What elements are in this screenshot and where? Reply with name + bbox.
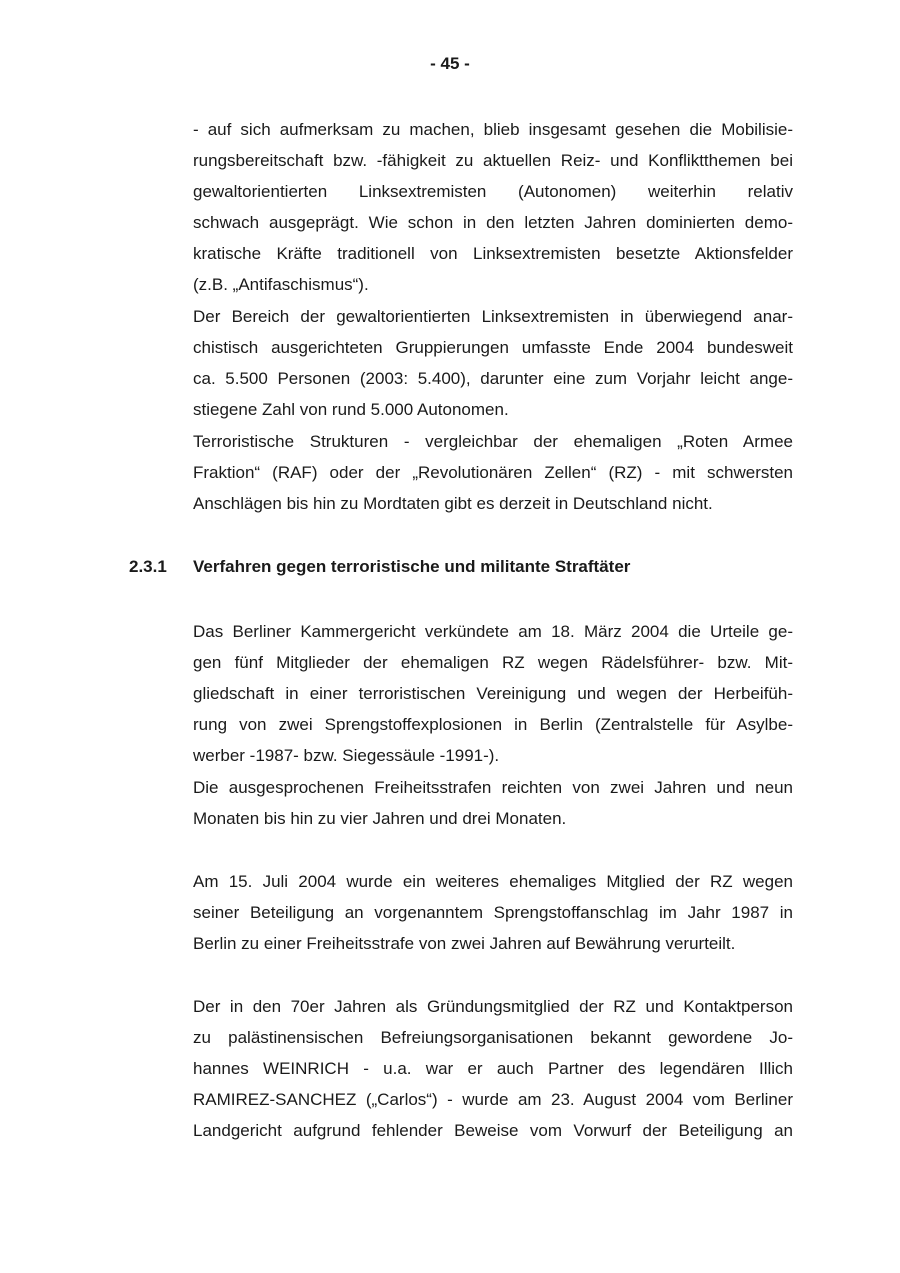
body-text-line: Die ausgesprochenen Freiheitsstrafen reichten von zwei Jahren und neun (193, 778, 793, 797)
body-text-line: hannes WEINRICH - u.a. war er auch Partner des legendären Illich (193, 1059, 793, 1078)
body-text-line: Landgericht aufgrund fehlender Beweise vom Vorwurf der Beteiligung an (193, 1121, 793, 1140)
body-text-line: Fraktion“ (RAF) oder der „Revolutionären Zellen“ (RZ) - mit schwersten (193, 463, 793, 482)
body-text-line: Berlin zu einer Freiheitsstrafe von zwei Jahren auf Bewährung verurteilt. (193, 934, 736, 953)
body-text-line: zu palästinensischen Befreiungsorganisationen bekannt gewordene Jo- (193, 1028, 793, 1047)
body-text-line: stiegene Zahl von rund 5.000 Autonomen. (193, 400, 509, 419)
body-text-line: kratische Kräfte traditionell von Linksextremisten besetzte Aktionsfelder (193, 244, 793, 263)
body-text-line: werber -1987- bzw. Siegessäule -1991-). (193, 746, 500, 765)
body-text-line: seiner Beteiligung an vorgenanntem Sprengstoffanschlag im Jahr 1987 in (193, 903, 793, 922)
body-text-line: rungsbereitschaft bzw. -fähigkeit zu aktuellen Reiz- und Konfliktthemen bei (193, 151, 793, 170)
body-text-line: schwach ausgeprägt. Wie schon in den letzten Jahren dominierten demo- (193, 213, 793, 232)
body-text-line: RAMIREZ-SANCHEZ („Carlos“) - wurde am 23. August 2004 vom Berliner (193, 1090, 793, 1109)
body-text-line: Am 15. Juli 2004 wurde ein weiteres ehemaliges Mitglied der RZ wegen (193, 872, 793, 891)
body-text-line: Monaten bis hin zu vier Jahren und drei Monaten. (193, 809, 567, 828)
body-text-line: Der Bereich der gewaltorientierten Linksextremisten in überwiegend anar- (193, 307, 793, 326)
body-text-line: Das Berliner Kammergericht verkündete am 18. März 2004 die Urteile ge- (193, 622, 793, 641)
body-text-line: gliedschaft in einer terroristischen Vereinigung und wegen der Herbeifüh- (193, 684, 793, 703)
section-number: 2.3.1 (129, 557, 167, 576)
body-text-line: Terroristische Strukturen - vergleichbar der ehemaligen „Roten Armee (193, 432, 793, 451)
body-text-line: Der in den 70er Jahren als Gründungsmitglied der RZ und Kontaktperson (193, 997, 793, 1016)
section-heading (129, 556, 630, 578)
body-text-line: Anschlägen bis hin zu Mordtaten gibt es derzeit in Deutschland nicht. (193, 494, 713, 513)
page-number: - 45 - (430, 54, 470, 73)
body-text-line: gewaltorientierten Linksextremisten (Autonomen) weiterhin relativ (193, 182, 793, 201)
body-text-line: gen fünf Mitglieder der ehemaligen RZ wegen Rädelsführer- bzw. Mit- (193, 653, 793, 672)
body-text-line: - auf sich aufmerksam zu machen, blieb insgesamt gesehen die Mobilisie- (193, 120, 793, 139)
body-text-line: chistisch ausgerichteten Gruppierungen umfasste Ende 2004 bundesweit (193, 338, 793, 357)
body-text-line: (z.B. „Antifaschismus“). (193, 275, 369, 294)
section-title: Verfahren gegen terroristische und militante Straftäter (193, 557, 631, 576)
body-text-line: ca. 5.500 Personen (2003: 5.400), darunter eine zum Vorjahr leicht ange- (193, 369, 793, 388)
body-text-line: rung von zwei Sprengstoffexplosionen in Berlin (Zentralstelle für Asylbe- (193, 715, 793, 734)
